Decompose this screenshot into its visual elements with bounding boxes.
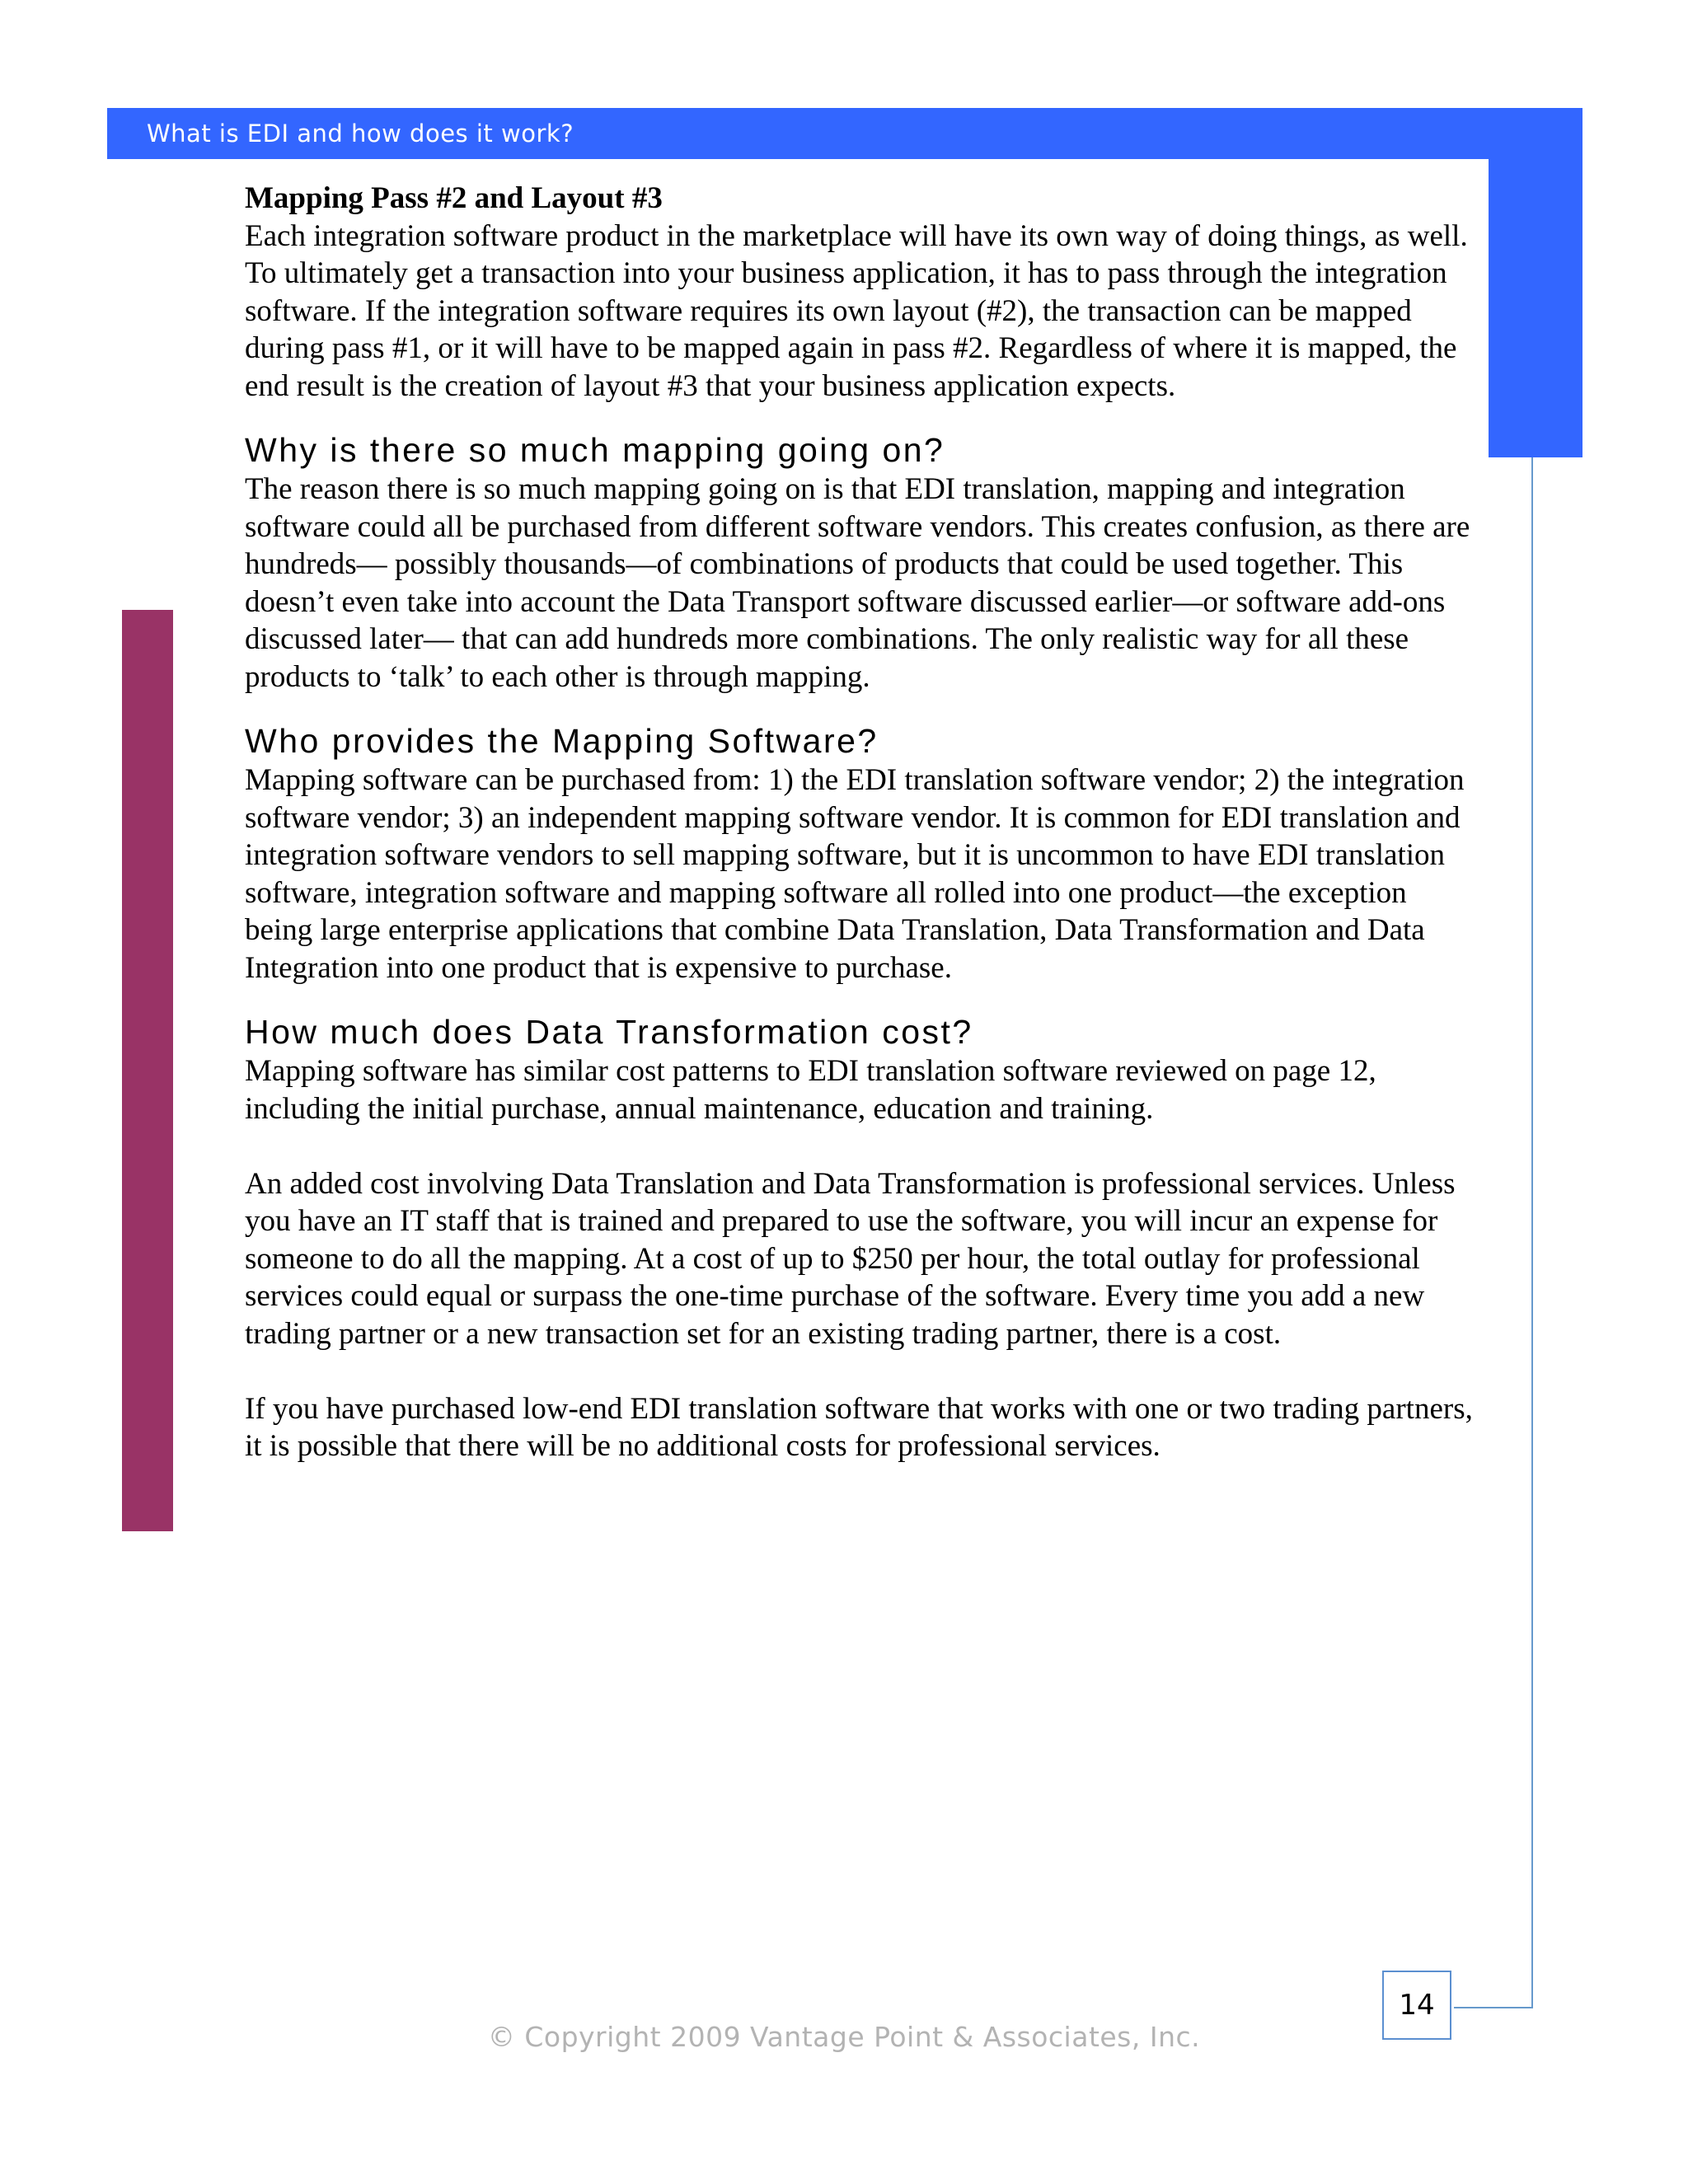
page-number-connector-line — [1454, 2007, 1533, 2008]
section-paragraph: Mapping software has similar cost patterns to EDI translation software reviewed on page 12, including the initial purchase, annual maintenance, education and training. — [245, 1054, 1376, 1126]
section-paragraph: The reason there is so much mapping going on is that EDI translation, mapping and integration software could all be purchased from different software vendors. This creates confusion, as there are hundreds— possibly thousands—of combinations of products that could be used together. This doesn’t even take into account the Data Transport software discussed earlier—or software add-ons discussed later— that can add hundreds more combinations. The only realistic way for all these products to ‘talk’ to each other is through mapping. — [245, 472, 1470, 694]
section-title-mapping-software: Who provides the Mapping Software? — [245, 722, 879, 760]
copyright-footer: © Copyright 2009 Vantage Point & Associates, Inc. — [487, 2021, 1201, 2053]
intro-paragraph: Each integration software product in the marketplace will have its own way of doing things, as well. To ultimately get a transaction into your business application, it has to pass through the integration software. If the integration software requires its own layout (#2), the transaction can be mapped during pass #1, or it will have to be mapped again in pass #2. Regardless of where it is mapped, the end result is the creation of layout #3 that your business application expects. — [245, 218, 1468, 403]
right-accent-block — [1489, 108, 1582, 457]
left-accent-bar — [122, 610, 173, 1531]
running-header-title: What is EDI and how does it work? — [147, 120, 574, 148]
page-content — [245, 180, 1481, 1465]
right-rule-line — [1531, 457, 1533, 2008]
subheading: Mapping Pass #2 and Layout #3 — [245, 181, 663, 215]
section-paragraph: Mapping software can be purchased from: 1) the EDI translation software vendor; 2) the integration software vendor; 3) an independent mapping software vendor. It is common for EDI translation and integration software vendors to sell mapping software, but it is uncommon to have EDI translation software, integration software and mapping software all rolled into one product—the exception being large enterprise applications that combine Data Translation, Data Transformation and Data Integration into one product that is expensive to purchase. — [245, 763, 1465, 985]
page-number: 14 — [1382, 1971, 1451, 2040]
section-title-transformation-cost: How much does Data Transformation cost? — [245, 1013, 973, 1051]
section-paragraph: An added cost involving Data Translation and Data Transformation is professional services. Unless you have an IT staff that is trained and prepared to use the software, you will incur an expense for someone to do all the mapping. At a cost of up to $250 per hour, the total outlay for professional services could equal or surpass the one-time purchase of the software. Every time you add a new trading partner or a new transaction set for an existing trading partner, there is a cost. — [245, 1166, 1456, 1351]
section-paragraph: If you have purchased low-end EDI translation software that works with one or two trading partners, it is possible that there will be no additional costs for professional services. — [245, 1391, 1473, 1463]
section-title-mapping-why: Why is there so much mapping going on? — [245, 431, 945, 469]
